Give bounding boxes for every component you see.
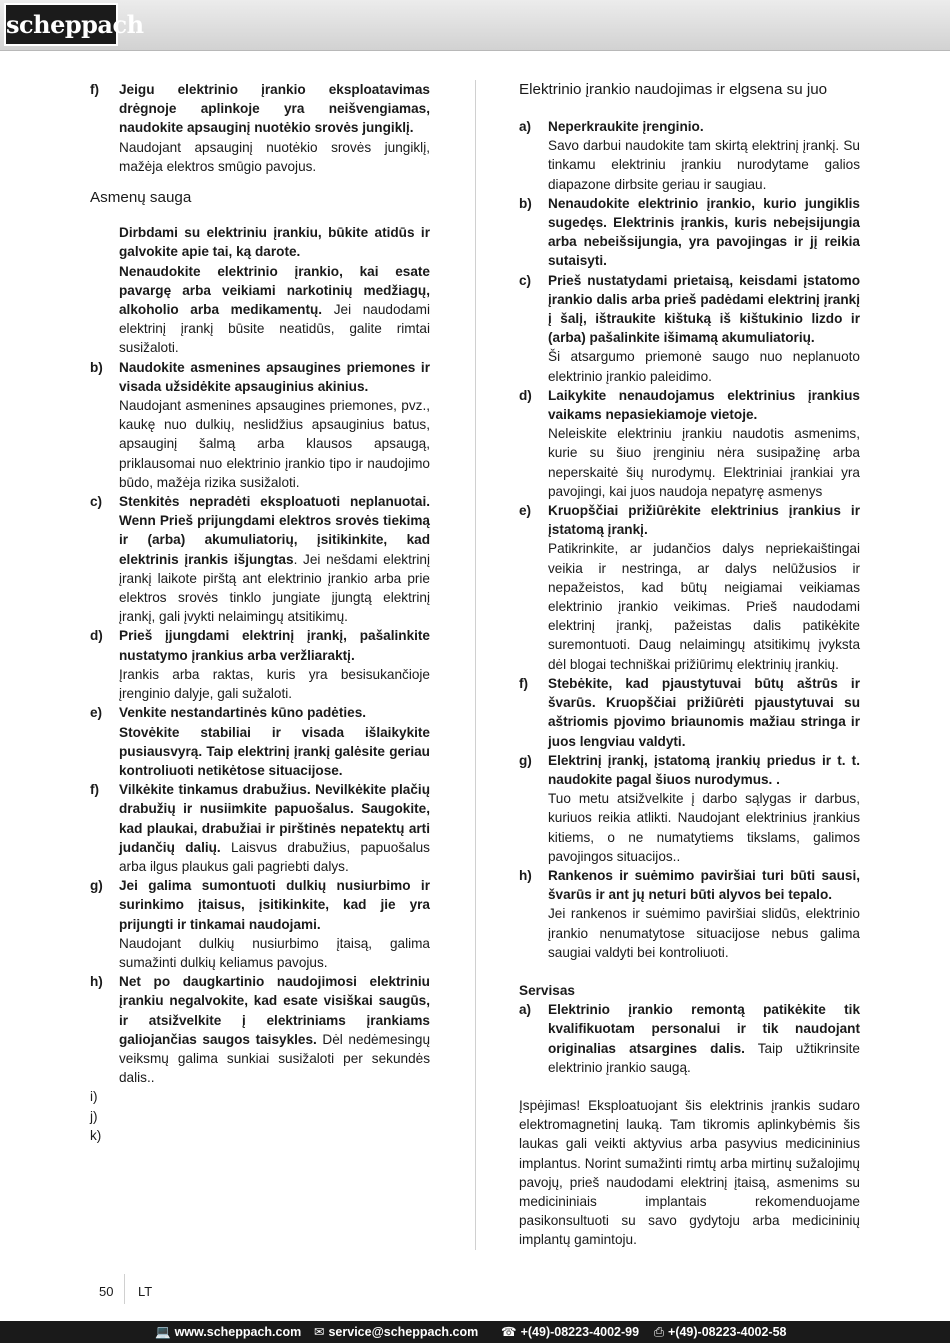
item-text: Naudojant apsauginį nuotėkio srovės jungiklį, mažėja elektros smūgio pavojus. xyxy=(119,139,430,174)
list-item-h xyxy=(90,972,430,1087)
list-item-c xyxy=(519,271,860,386)
footer-website-text: www.scheppach.com xyxy=(174,1325,302,1339)
list-item-f xyxy=(90,80,430,176)
section-heading-service: Servisas xyxy=(519,982,575,998)
item-bold-text: Nenaudokite elektrinio įrankio, kai esate pavargę arba veikiami narkotinių medžiagų, alkoholio arba medikamentų. xyxy=(119,263,430,318)
item-bold-text: Stebėkite, kad pjaustytuvai būtų aštrūs ir švarūs. Kruopščiai prižiūrėti pjaustytuvai su aštriomis pjovimo briaunomis mažiau stringa ir juos lengviau valdyti. xyxy=(548,675,860,749)
item-marker: c) xyxy=(90,494,103,510)
right-column xyxy=(519,80,860,1250)
footer-phone[interactable] xyxy=(501,1321,639,1343)
item-marker: h) xyxy=(519,867,532,883)
item-text: Tuo metu atsižvelkite į darbo sąlygas ir darbus, kuriuos reikia atlikti. Naudojant elektrinius įrankius kitiems, o ne numatytiems tikslams, galimos pavojingos situacijos.. xyxy=(548,791,860,864)
item-text: Patikrinkite, ar judančios dalys nepriekaištingai veikia ir nestringa, ar dalys nelūžusios ir nepažeistos, kad būtų neigiamai veikiamas elektrinio įrankio veikimas. Prieš naudodami elektrinį įrankį, pažeistas dalis patikėkite suremontuoti. Daug nelaimingų atsitikimų įvyksta dėl blogai techniškai prižiūrimų elektrinių įrankių. xyxy=(548,541,860,672)
item-text: Ši atsargumo priemonė saugo nuo neplanuoto elektrinio įrankio paleidimo. xyxy=(548,349,860,384)
item-text: Dėl nedėmesingų veiksmų galima sunkiai susižaloti per sekundės dalis.. xyxy=(119,1031,431,1086)
item-marker: b) xyxy=(90,359,103,375)
footer-bar xyxy=(0,1321,950,1343)
item-text: Naudojant asmenines apsaugines priemones, pvz., kaukę nuo dulkių, neslidžius apsauginius batus, apsauginį šalmą arba klausos apsaugą, priklausomai nuo elektrinio įrankio tipo ir naudojimo būdo, mažėja rizika susižaloti. xyxy=(119,398,430,490)
list-item-h xyxy=(519,866,860,962)
list-item-a xyxy=(519,117,860,194)
page-number-divider xyxy=(124,1274,125,1304)
footer-website[interactable] xyxy=(155,1321,301,1343)
list-item-g xyxy=(90,876,430,972)
item-bold-text: Stenkitės nepradėti eksploatuoti neplanuotai. Wenn Prieš prijungdami elektros srovės tiekimą ir (arba) akumuliatorių, įsitikinkite, kad elektrinis įrankis išjungtas xyxy=(119,494,430,567)
list-item-i xyxy=(90,1087,430,1106)
language-code: LT xyxy=(138,1284,153,1299)
item-marker: e) xyxy=(519,503,532,519)
item-marker: b) xyxy=(519,195,532,211)
emf-warning-text: Įspėjimas! Eksploatuojant šis elektrinis įrankis sudaro elektromagnetinį lauką. Tam tikromis aplinkybėmis šis laukas gali veikti aktyvius arba pasyvius medicininius implantus. Norint sumažinti rimtų arba mirtinų sužalojimų pavojų, prieš naudodami elektrinį įtaisą, asmenims su medicininiais implantais rekomenduojame pasikonsultuoti su savo gydytoju arba medicininių implantų gamintoju. xyxy=(519,1097,860,1248)
item-marker: i) xyxy=(90,1089,98,1105)
item-marker: g) xyxy=(90,878,103,894)
fax-icon: ⎙ xyxy=(654,1325,665,1339)
list-item-e xyxy=(519,501,860,674)
item-bold-text: Jeigu elektrinio įrankio eksploatavimas drėgnoje aplinkoje yra neišvengiamas, naudokite apsauginį nuotėkio srovės jungiklį. xyxy=(119,82,430,136)
section-heading-tool-use: Elektrinio įrankio naudojimas ir elgsena su juo xyxy=(519,81,828,98)
left-column xyxy=(90,80,430,1145)
item-bold-text: Nenaudokite elektrinio įrankio, kurio jungiklis sugedęs. Elektrinis įrankis, kuris nebeįsijungia arba nebeišsijungia, yra pavojingas ir jį reikia sutaisyti. xyxy=(548,195,860,269)
item-bold-text: Elektrinio įrankio remontą patikėkite tik kvalifikuotam personalui ir tik naudojant originalias atsargines dalis. xyxy=(548,1002,860,1056)
item-bold-text: Prieš įjungdami elektrinį įrankį, pašalinkite nustatymo įrankius arba veržliaraktį. xyxy=(119,628,430,663)
item-bold-text: Venkite nestandartinės kūno padėties. xyxy=(119,705,367,721)
footer-fax[interactable] xyxy=(654,1321,787,1343)
phone-icon: ☎ xyxy=(501,1325,517,1339)
item-marker: a) xyxy=(519,1002,532,1018)
item-text: Savo darbui naudokite tam skirtą elektrinį įrankį. Su tinkamu elektriniu įrankiu nurodytame galios diapazone dirbsite geriau ir saugiau. xyxy=(548,138,860,192)
item-marker: j) xyxy=(90,1108,98,1124)
item-text: Naudojant dulkių nusiurbimo įtaisą, galima sumažinti dulkių keliamus pavojus. xyxy=(119,935,430,970)
item-marker: f) xyxy=(90,782,100,798)
item-bold-text: Naudokite asmenines apsaugines priemones ir visada užsidėkite apsauginius akinius. xyxy=(119,359,430,394)
item-text: Jei rankenos ir suėmimo paviršiai slidūs, elektrinio įrankio nenumatytose situacijose nebus galima saugiai valdyti bei kontroliuoti. xyxy=(548,906,860,960)
list-item-c xyxy=(90,492,430,626)
list-item-g xyxy=(519,751,860,866)
list-item-d xyxy=(519,386,860,501)
envelope-icon: ✉ xyxy=(314,1325,325,1339)
item-marker: d) xyxy=(90,628,103,644)
footer-phone-text: +(49)-08223-4002-99 xyxy=(520,1325,640,1339)
item-marker: h) xyxy=(90,974,103,990)
footer-email-text: service@scheppach.com xyxy=(328,1325,479,1339)
list-item-j xyxy=(90,1107,430,1126)
header-bar xyxy=(0,0,950,51)
item-text: Įrankis arba raktas, kuris yra besisukančioje įrenginio dalyje, gali sužaloti. xyxy=(119,666,430,702)
item-marker: f) xyxy=(90,82,100,97)
scheppach-logo: scheppach xyxy=(4,3,118,46)
column-divider xyxy=(475,80,476,1250)
item-bold-text: Rankenos ir suėmimo paviršiai turi būti sausi, švarūs ir ant jų neturi būti alyvos bei tepalo. xyxy=(548,867,860,903)
page-number: 50 xyxy=(99,1284,114,1299)
item-bold-text: Vilkėkite tinkamus drabužius. Nevilkėkite plačių drabužių ir nusiimkite papuošalus. Saugokite, kad plaukai, drabužiai ir pirštinės nepatektų arti judančių dalių. xyxy=(119,782,430,855)
item-marker: g) xyxy=(519,752,532,768)
item-bold-text: Kruopščiai prižiūrėkite elektrinius įrankius ir įstatomą įrankį. xyxy=(548,503,860,538)
item-bold-text: Stovėkite stabiliai ir visada išlaikykite pusiausvyrą. Taip elektrinį įrankį galėsite geriau kontroliuoti netikėtose situacijose. xyxy=(119,724,430,778)
footer-email[interactable] xyxy=(314,1321,478,1343)
list-item-f xyxy=(519,674,860,751)
item-marker: f) xyxy=(519,675,529,691)
intro-bold-text: Dirbdami su elektriniu įrankiu, būkite atidūs ir galvokite apie tai, ką darote. xyxy=(119,225,430,260)
item-bold-text: Neperkraukite įrenginio. xyxy=(548,119,704,134)
list-item-e xyxy=(90,703,430,780)
item-bold-text: Jei galima sumontuoti dulkių nusiurbimo ir surinkimo įtaisus, įsitikinkite, kad jie yra prijungti ir tinkamai naudojami. xyxy=(119,878,430,932)
item-marker: a) xyxy=(519,119,532,134)
list-item-service-a xyxy=(519,1000,860,1077)
item-bold-text: Laikykite nenaudojamus elektrinius įrankius vaikams nepasiekiamoje vietoje. xyxy=(548,387,860,423)
item-text: Laisvus drabužius, papuošalus arba ilgus plaukus gali pagriebti dalys. xyxy=(119,839,430,874)
item-text: Neleiskite elektriniu įrankiu naudotis asmenims, kurie su šiuo įrenginiu nėra susipažinę arba neperskaitė šių nurodymų. Elektriniai įrankiai yra pavojingi, kai juos naudoja nepatyrę asmenys xyxy=(548,426,860,499)
footer-fax-text: +(49)-08223-4002-58 xyxy=(668,1325,787,1339)
list-item-a xyxy=(90,262,430,358)
list-item-f2 xyxy=(90,780,430,876)
item-marker: e) xyxy=(90,705,103,721)
item-marker: k) xyxy=(90,1127,102,1143)
list-item-k xyxy=(90,1126,430,1145)
item-text: Taip užtikrinsite elektrinio įrankio saugą. xyxy=(548,1040,860,1075)
item-marker: c) xyxy=(519,272,532,288)
list-item-b xyxy=(519,194,860,271)
item-text: Jei naudodami elektrinį įrankį būsite neatidūs, galite rimtai susižaloti. xyxy=(119,302,431,356)
list-item-b xyxy=(90,358,430,492)
item-marker: d) xyxy=(519,387,532,403)
list-item-d xyxy=(90,626,430,703)
computer-icon: 💻 xyxy=(155,1325,171,1339)
item-bold-text: Prieš nustatydami prietaisą, keisdami įstatomo įrankio dalis arba prieš padėdami elektrinį įrankį į šalį, ištraukite kištuką iš kištukinio lizdo ir (arba) pašalinkite išimamą akumuliatorių. xyxy=(548,272,860,346)
section-heading-personal-safety: Asmenų sauga xyxy=(90,189,192,207)
item-text: . Jei nešdami elektrinį įrankį laikote pirštą ant elektrinio įrankio arba prie elektros srovės tinklo jungiate įjungtą elektrinį įrankį, gali įvykti nelaimingų atsitikimų. xyxy=(119,551,430,625)
item-bold-text: Elektrinį įrankį, įstatomą įrankių priedus ir t. t. naudokite pagal šiuos nurodymus. . xyxy=(548,752,860,787)
item-bold-text: Net po daugkartinio naudojimosi elektriniu įrankiu negalvokite, kad esate visiškai saugūs, ir atsižvelkite į elektriniams įrankiams galiojančias saugos taisykles. xyxy=(119,974,430,1047)
